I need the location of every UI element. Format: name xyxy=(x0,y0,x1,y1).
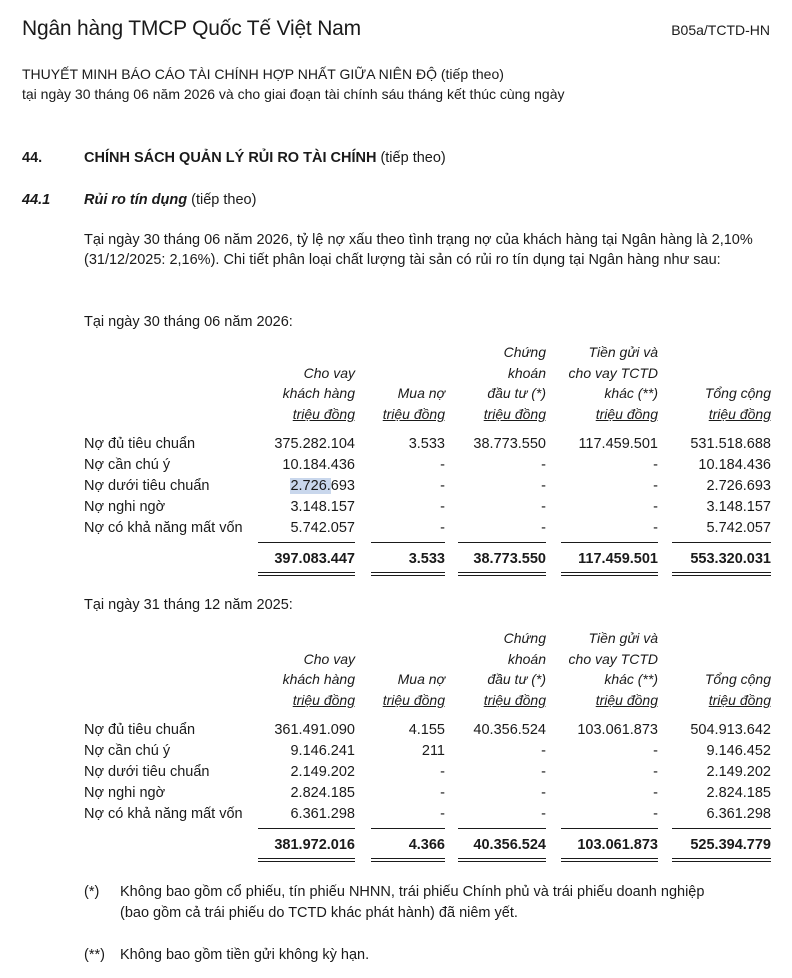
total-cell: 4.366 xyxy=(408,837,445,853)
footnote-mark: (*) xyxy=(84,884,100,900)
total-cell: 38.773.550 xyxy=(473,551,546,567)
table-cell: 2.726.693 xyxy=(290,478,355,494)
column-header xyxy=(484,628,546,710)
table-cell: - xyxy=(653,457,658,473)
total-cell: 525.394.779 xyxy=(690,837,771,853)
total-double-rule xyxy=(258,858,355,862)
table-cell: 6.361.298 xyxy=(290,806,355,822)
table-cell: 361.491.090 xyxy=(274,722,355,738)
table-cell: 2.149.202 xyxy=(290,764,355,780)
footnote-line: Không bao gồm cổ phiếu, tín phiếu NHNN, trái phiếu Chính phủ và trái phiếu doanh nghiệp xyxy=(120,884,705,900)
column-header-line: khoán xyxy=(507,650,546,667)
table-cell: - xyxy=(541,499,546,515)
total-double-rule xyxy=(458,858,546,862)
table-cell: 4.155 xyxy=(408,722,445,738)
column-header xyxy=(283,649,355,711)
subtotal-rule xyxy=(458,828,546,829)
table-cell: 117.459.501 xyxy=(578,436,658,452)
column-header-line: đầu tư (*) xyxy=(487,385,546,401)
table-date-label: Tại ngày 31 tháng 12 năm 2025: xyxy=(84,597,293,613)
report-period: tại ngày 30 tháng 06 năm 2026 và cho giai đoạn tài chính sáu tháng kết thúc cùng ngày xyxy=(22,86,565,102)
subtotal-rule xyxy=(561,828,658,829)
table-cell: 2.824.185 xyxy=(290,785,355,801)
total-double-rule xyxy=(561,572,658,576)
section-number: 44. xyxy=(22,150,43,166)
row-label: Nợ đủ tiêu chuẩn xyxy=(84,436,196,452)
table-cell: - xyxy=(541,478,546,494)
table-cell: - xyxy=(440,457,445,473)
column-unit: triệu đồng xyxy=(708,691,771,708)
total-double-rule xyxy=(672,858,771,862)
table-cell: - xyxy=(541,785,546,801)
table-cell: - xyxy=(440,806,445,822)
row-label: Nợ có khả năng mất vốn xyxy=(84,806,243,822)
table-cell: 9.146.241 xyxy=(290,743,355,759)
subsection-suffix: (tiếp theo) xyxy=(191,192,257,208)
table-cell: 10.184.436 xyxy=(282,457,355,473)
table-cell: - xyxy=(440,785,445,801)
column-header-line: cho vay TCTD xyxy=(568,650,658,667)
column-header xyxy=(569,342,658,424)
table-cell: - xyxy=(541,457,546,473)
table-cell: - xyxy=(541,764,546,780)
selected-text[interactable]: 2.726. xyxy=(290,478,331,494)
section-title xyxy=(84,150,446,166)
subsection-number: 44.1 xyxy=(22,192,51,208)
column-header xyxy=(383,669,445,710)
table-cell: - xyxy=(541,743,546,759)
total-double-rule xyxy=(258,572,355,576)
column-header-line: khác (**) xyxy=(604,385,658,401)
row-label: Nợ cần chú ý xyxy=(84,457,171,473)
column-unit: triệu đồng xyxy=(483,691,546,708)
table-cell: 2.149.202 xyxy=(706,764,771,780)
footnote-text xyxy=(120,945,369,966)
table-cell: - xyxy=(541,520,546,536)
column-unit: triệu đồng xyxy=(483,405,546,422)
table-cell: - xyxy=(653,806,658,822)
row-label: Nợ nghi ngờ xyxy=(84,499,166,515)
column-header-line: Cho vay xyxy=(303,650,355,667)
total-double-rule xyxy=(458,572,546,576)
table-cell: 504.913.642 xyxy=(690,722,771,738)
column-header-line: Mua nợ xyxy=(397,385,445,401)
table-cell: 38.773.550 xyxy=(473,436,546,452)
column-header-line: Tiền gửi và xyxy=(588,630,658,646)
table-cell: 2.824.185 xyxy=(706,785,771,801)
table-cell: - xyxy=(440,764,445,780)
column-header-line: Mua nợ xyxy=(397,671,445,687)
column-header-line: đầu tư (*) xyxy=(487,671,546,687)
total-double-rule xyxy=(561,858,658,862)
column-header xyxy=(484,342,546,424)
column-header-line: Tiền gửi và xyxy=(588,344,658,360)
subtotal-rule xyxy=(258,828,355,829)
subtotal-rule xyxy=(371,542,445,543)
table-cell: 3.148.157 xyxy=(706,499,771,515)
column-header xyxy=(705,669,771,710)
column-unit: triệu đồng xyxy=(595,405,658,422)
table-cell: - xyxy=(653,478,658,494)
bank-name: Ngân hàng TMCP Quốc Tế Việt Nam xyxy=(22,17,361,40)
table-cell: 3.533 xyxy=(408,436,445,452)
column-header-line: Cho vay xyxy=(303,364,355,381)
section-title-text: CHÍNH SÁCH QUẢN LÝ RỦI RO TÀI CHÍNH xyxy=(84,150,377,166)
total-cell: 103.061.873 xyxy=(577,837,658,853)
total-double-rule xyxy=(371,858,445,862)
total-cell: 40.356.524 xyxy=(473,837,546,853)
column-header xyxy=(383,383,445,424)
form-code: B05a/TCTD-HN xyxy=(671,22,770,38)
column-header-line: khách hàng xyxy=(282,385,355,401)
column-header-line: khác (**) xyxy=(604,671,658,687)
subtotal-rule xyxy=(561,542,658,543)
subsection-title xyxy=(84,192,256,208)
table-cell: - xyxy=(653,520,658,536)
column-header-line: cho vay TCTD xyxy=(568,364,658,381)
table-cell: 10.184.436 xyxy=(698,457,771,473)
table-cell: - xyxy=(653,785,658,801)
subtotal-rule xyxy=(672,542,771,543)
table-cell: - xyxy=(653,764,658,780)
table-cell: - xyxy=(653,743,658,759)
subtotal-rule xyxy=(258,542,355,543)
table-cell: - xyxy=(440,499,445,515)
section-suffix: (tiếp theo) xyxy=(380,150,446,166)
column-unit: triệu đồng xyxy=(708,405,771,422)
total-cell: 397.083.447 xyxy=(274,551,355,567)
column-unit: triệu đồng xyxy=(595,691,658,708)
column-header xyxy=(283,363,355,425)
subtotal-rule xyxy=(672,828,771,829)
total-double-rule xyxy=(371,572,445,576)
table-cell: 9.146.452 xyxy=(706,743,771,759)
column-header-line: Chứng xyxy=(503,630,546,646)
row-label: Nợ cần chú ý xyxy=(84,743,171,759)
row-label: Nợ nghi ngờ xyxy=(84,785,166,801)
row-label: Nợ dưới tiêu chuẩn xyxy=(84,478,210,494)
subtotal-rule xyxy=(371,828,445,829)
column-header xyxy=(705,383,771,424)
total-cell: 3.533 xyxy=(408,551,445,567)
footnote-line: (bao gồm cả trái phiếu do TCTD khác phát hành) đã niêm yết. xyxy=(120,905,518,921)
column-header-line: Chứng xyxy=(503,344,546,360)
column-header-line: Tổng cộng xyxy=(704,385,771,401)
table-cell: 375.282.104 xyxy=(274,436,355,452)
table-cell: - xyxy=(440,520,445,536)
row-label: Nợ có khả năng mất vốn xyxy=(84,520,243,536)
footnote-text xyxy=(120,882,704,924)
table-cell: 6.361.298 xyxy=(706,806,771,822)
table-date-label: Tại ngày 30 tháng 06 năm 2026: xyxy=(84,314,293,330)
total-cell: 381.972.016 xyxy=(274,837,355,853)
row-label: Nợ dưới tiêu chuẩn xyxy=(84,764,210,780)
table-cell: 531.518.688 xyxy=(690,436,771,452)
total-cell: 553.320.031 xyxy=(690,551,771,567)
footnote-mark: (**) xyxy=(84,947,105,963)
row-label: Nợ đủ tiêu chuẩn xyxy=(84,722,196,738)
column-unit: triệu đồng xyxy=(292,691,355,708)
column-header-line: khoán xyxy=(507,364,546,381)
table-cell: 40.356.524 xyxy=(473,722,546,738)
subtotal-rule xyxy=(458,542,546,543)
report-title: THUYẾT MINH BÁO CÁO TÀI CHÍNH HỢP NHẤT GIỮA NIÊN ĐỘ (tiếp theo) xyxy=(22,66,504,82)
column-unit: triệu đồng xyxy=(382,405,445,422)
column-unit: triệu đồng xyxy=(292,405,355,422)
column-header-line: khách hàng xyxy=(282,671,355,687)
column-unit: triệu đồng xyxy=(382,691,445,708)
intro-paragraph: Tại ngày 30 tháng 06 năm 2026, tỷ lệ nợ xấu theo tình trạng nợ của khách hàng tại Ngân hàng là 2,10% (31/12/2025: 2,16%). Chi tiết phân loại chất lượng tài sản có rủi ro tín dụng tại Ngân hàng như sau: xyxy=(84,232,753,268)
table-cell: 103.061.873 xyxy=(577,722,658,738)
total-cell: 117.459.501 xyxy=(578,551,658,567)
table-cell: 5.742.057 xyxy=(706,520,771,536)
column-header-line: Tổng cộng xyxy=(704,671,771,687)
table-cell: 211 xyxy=(421,743,445,759)
footnote-line: Không bao gồm tiền gửi không kỳ hạn. xyxy=(120,947,370,963)
table-cell: - xyxy=(440,478,445,494)
table-cell: 5.742.057 xyxy=(290,520,355,536)
table-cell: - xyxy=(541,806,546,822)
table-cell: 2.726.693 xyxy=(706,478,771,494)
total-double-rule xyxy=(672,572,771,576)
table-cell: 3.148.157 xyxy=(290,499,355,515)
subsection-title-text: Rủi ro tín dụng xyxy=(84,192,188,208)
table-cell: - xyxy=(653,499,658,515)
column-header xyxy=(569,628,658,710)
